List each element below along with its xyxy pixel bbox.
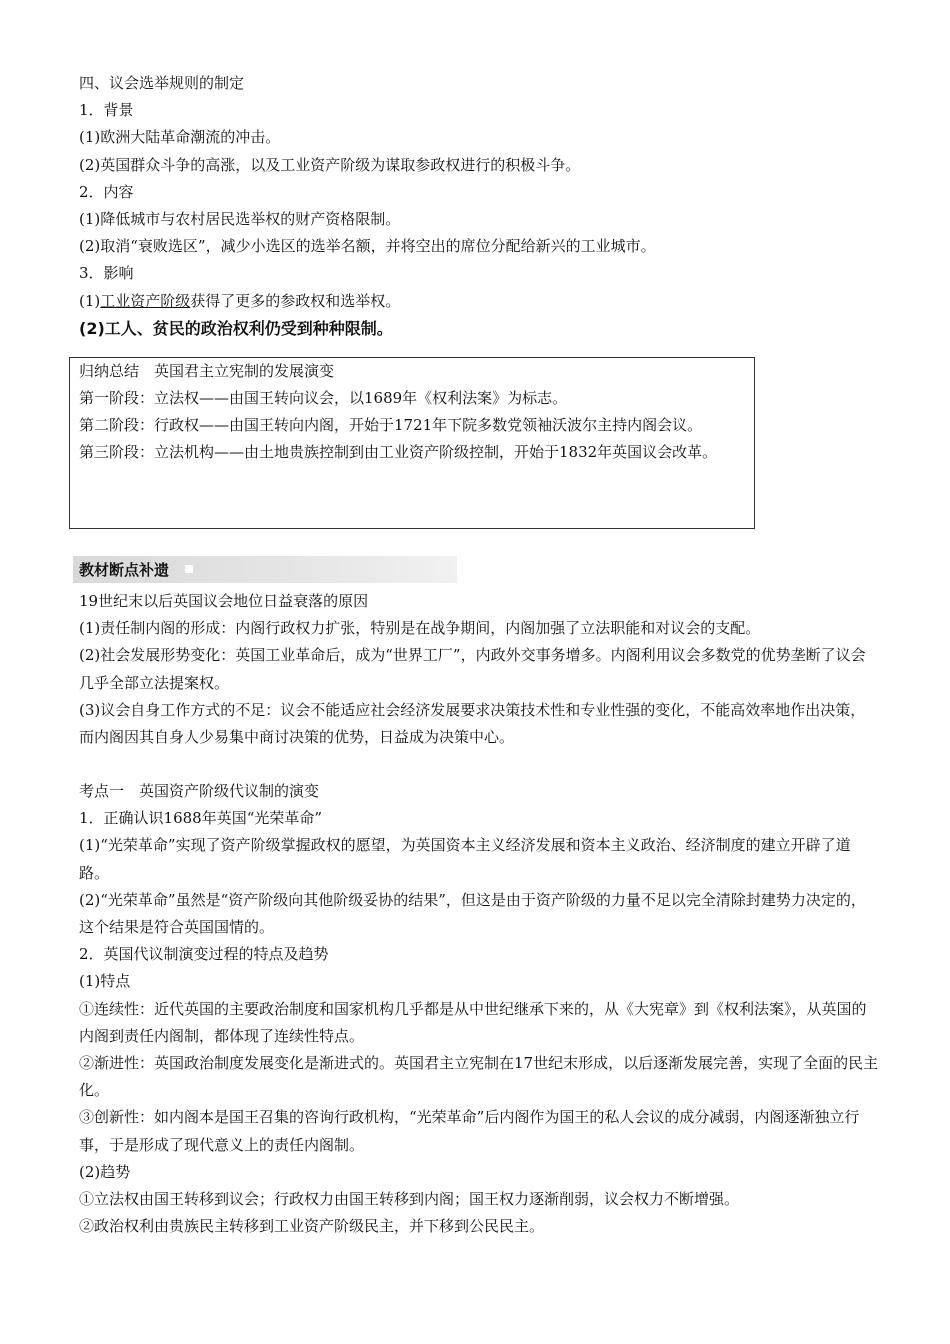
trend-item: ①立法权由国王转移到议会；行政权力由国王转移到内阁；国王权力逐渐削弱，议会权力不断增强。 <box>79 1190 740 1209</box>
background-item: (1)欧洲大陆革命潮流的冲击。 <box>79 128 281 147</box>
trend-title: (2)趋势 <box>79 1162 131 1181</box>
impact-suffix: 获得了更多的参政权和选举权。 <box>190 291 401 310</box>
background-item: (2)英国群众斗争的高涨，以及工业资产阶级为谋取参政权进行的积极斗争。 <box>79 155 581 174</box>
subsection-title-content: 2．内容 <box>79 182 134 201</box>
part1-item: (1)“光荣革命”实现了资产阶级掌握政权的愿望，为英国资本主义经济发展和资本主义政治、经济制度的建立开辟了道路。 <box>79 836 851 882</box>
part1-item: (2)“光荣革命”虽然是“资产阶级向其他阶级妥协的结果”，但这是由于资产阶级的力量不足以完全清除封建势力决定的，这个结果是符合英国国情的。 <box>79 890 866 937</box>
part2-title: 2．英国代议制演变过程的特点及趋势 <box>79 945 329 964</box>
underlined-term: 工业资产阶级 <box>100 291 191 310</box>
kaodian-heading: 考点一 英国资产阶级代议制的演变 <box>79 782 320 800</box>
impact-item <box>79 288 879 315</box>
supplement-band <box>73 556 457 583</box>
summary-stage: 第一阶段：立法权——由国王转向议会，以1689年《权利法案》为标志。 <box>79 389 568 407</box>
impact-prefix: (1) <box>79 291 101 310</box>
supplement-heading: 19世纪末以后英国议会地位日益衰落的原因 <box>79 592 369 610</box>
feature-item: ③创新性：如内阁本是国王召集的咨询行政机构，“光荣革命”后内阁作为国王的私人会议的成分减弱，内阁逐渐独立行事，于是形成了现代意义上的责任内阁制。 <box>79 1108 860 1154</box>
square-marker-icon <box>185 565 193 573</box>
section-heading: 四、议会选举规则的制定 <box>79 74 245 92</box>
subsection-title-impact: 3．影响 <box>79 264 134 283</box>
supplement-section <box>79 588 879 751</box>
trend-item: ②政治权利由贵族民主转移到工业资产阶级民主，并下移到公民民主。 <box>79 1217 545 1236</box>
feature-item: ①连续性：近代英国的主要政治制度和国家机构几乎都是从中世纪继承下来的，从《大宪章》到《权利法案》，从英国的内阁到责任内阁制，都体现了连续性特点。 <box>79 999 867 1045</box>
supplement-item: (1)责任制内阁的形成：内阁行政权力扩张，特别是在战争期间，内阁加强了立法职能和对议会的支配。 <box>79 619 761 638</box>
summary-title: 归纳总结 英国君主立宪制的发展演变 <box>79 362 335 380</box>
feature-item: ②渐进性：英国政治制度发展变化是渐进式的。英国君主立宪制在17世纪末形成，以后逐渐发展完善，实现了全面的民主化。 <box>79 1054 879 1100</box>
subsection-title-background: 1．背景 <box>79 101 134 120</box>
features-title: (1)特点 <box>79 972 131 991</box>
summary-box <box>69 357 755 529</box>
part1-title: 1．正确认识1688年英国“光荣革命” <box>79 809 323 828</box>
impact-item-bold: (2)工人、贫民的政治权利仍受到种种限制。 <box>79 318 393 338</box>
content-item: (2)取消“衰败选区”，减少小选区的选举名额，并将空出的席位分配给新兴的工业城市。 <box>79 237 656 256</box>
kaodian-section <box>79 778 879 1240</box>
supplement-item: (2)社会发展形势变化：英国工业革命后，成为“世界工厂”，内政外交事务增多。内阁利用议会多数党的优势垄断了议会几乎全部立法提案权。 <box>79 646 866 692</box>
supplement-band-title: 教材断点补遗 <box>79 561 170 579</box>
summary-stage: 第二阶段：行政权——由国王转向内阁，开始于1721年下院多数党领袖沃波尔主持内阁会议。 <box>79 416 703 434</box>
summary-stage: 第三阶段：立法机构——由土地贵族控制到由工业资产阶级控制，开始于1832年英国议会改革。 <box>79 443 718 461</box>
content-item: (1)降低城市与农村居民选举权的财产资格限制。 <box>79 210 401 229</box>
section-election-rules <box>79 70 879 342</box>
supplement-item: (3)议会自身工作方式的不足：议会不能适应社会经济发展要求决策技术性和专业性强的变化，不能高效率地作出决策，而内阁因其自身人少易集中商讨决策的优势，日益成为决策中心。 <box>79 700 866 747</box>
